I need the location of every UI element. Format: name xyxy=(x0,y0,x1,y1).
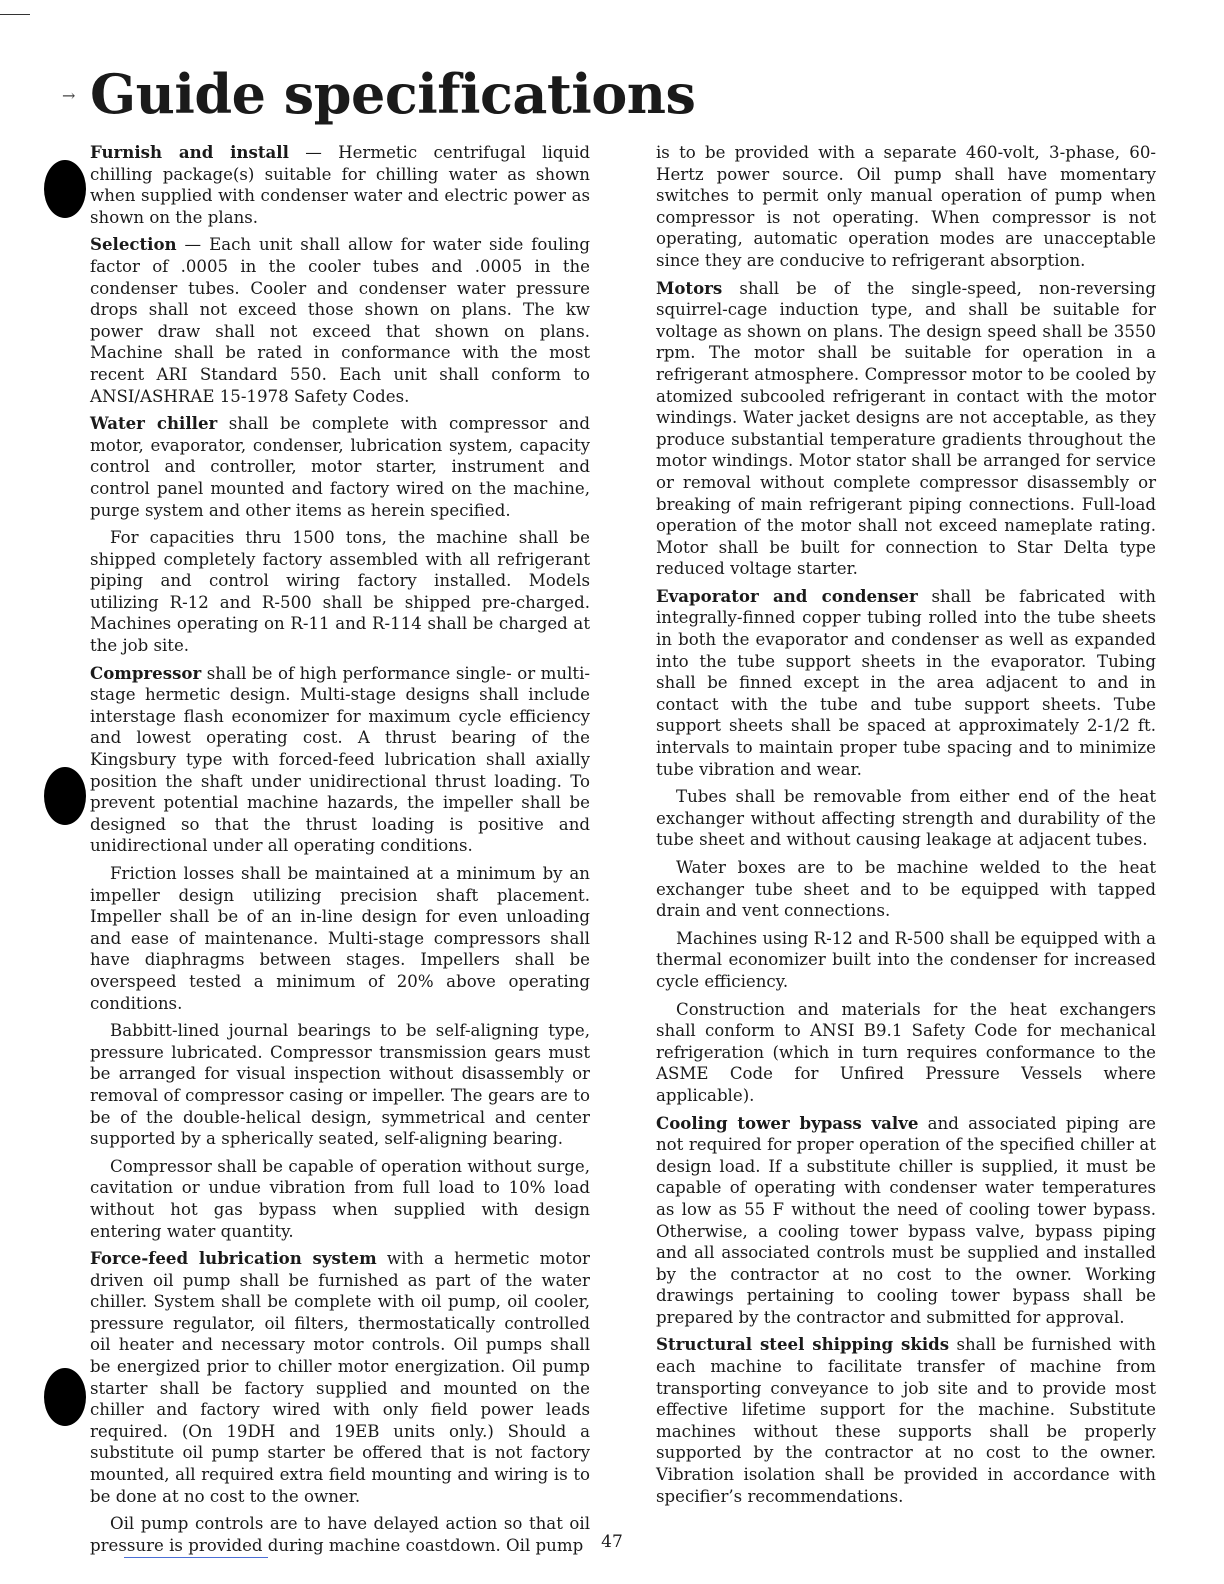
paragraph-text: Friction losses shall be maintained at a minimum by an impeller design utilizing precision shaft placement. Impeller shall be of an in-line design for even unloading and ease of maintenance. Multi-stage compressors shall have diaphragms between stages. Impellers shall be overspeed tested a minimum of 20% above operating conditions. xyxy=(90,864,590,1013)
paragraph-lead: Structural steel shipping skids xyxy=(656,1334,950,1355)
paragraph-lead: Force-feed lubrication system xyxy=(90,1248,377,1269)
paragraph xyxy=(90,234,590,407)
right-column xyxy=(656,142,1156,1513)
arrow-icon: → xyxy=(62,86,76,105)
paragraph-text: Babbitt-lined journal bearings to be self-aligning type, pressure lubricated. Compressor transmission gears must be arranged for visual inspection without disassembly or removal of compressor casing or impeller. The gears are to be of the double-helical design, symmetrical and center supported by a spherically seated, self-aligning bearing. xyxy=(90,1021,590,1149)
paragraph xyxy=(90,413,590,521)
punch-hole-icon xyxy=(44,767,86,825)
paragraph xyxy=(656,786,1156,851)
paragraph-text: Water boxes are to be machine welded to the heat exchanger tube sheet and to be equipped with tapped drain and vent connections. xyxy=(656,858,1156,921)
paragraph-lead: Furnish and install xyxy=(90,142,289,162)
paragraph-lead: Cooling tower bypass valve xyxy=(656,1112,919,1133)
paragraph-text: shall be fabricated with integrally-finned copper tubing rolled into the tube sheets in both the evaporator and condenser as well as expanded into the tube support sheets in the evaporator. Tubing shall be finned except in the area adjacent to and in contact with the tube and tube support sheets. Tube support sheets shall be spaced at approximately 2-1/2 ft. intervals to maintain proper tube spacing and to minimize tube vibration and wear. xyxy=(656,586,1156,779)
paragraph xyxy=(656,1334,1156,1507)
paragraph xyxy=(90,663,590,857)
paragraph xyxy=(90,863,590,1014)
paragraph-text: shall be furnished with each machine to facilitate transfer of machine from transporting conveyance to job site and to provide most effective lifetime support for the machine. Substitute machines without these supports shall be properly supported by the contractor at no cost to the owner. Vibration isolation shall be provided in accordance with specifier’s recommendations. xyxy=(656,1335,1156,1506)
paragraph xyxy=(656,999,1156,1107)
paragraph-text: Construction and materials for the heat exchangers shall conform to ANSI B9.1 Safety Code for mechanical refrigeration (which in turn requires conformance to the ASME Code for Unfired Pressure Vessels where applicable). xyxy=(656,999,1156,1105)
paragraph-lead: Motors xyxy=(656,277,723,298)
punch-hole-icon xyxy=(44,1368,86,1426)
paragraph-text: Oil pump controls are to have delayed action so that oil pressure is provided during machine coastdown. Oil pump xyxy=(90,1514,590,1555)
paragraph xyxy=(90,1020,590,1150)
paragraph xyxy=(90,527,590,657)
paragraph-text: is to be provided with a separate 460-volt, 3-phase, 60-Hertz power source. Oil pump shall have momentary switches to permit only manual operation of pump when compressor is not operating. When compressor is not operating, automatic operation modes are unacceptable since they are conducive to refrigerant absorption. xyxy=(656,143,1156,270)
paragraph-text: — Hermetic centrifugal liquid chilling package(s) suitable for chilling water as shown when supplied with condenser water and electric power as shown on the plans. xyxy=(90,143,591,227)
paragraph xyxy=(656,857,1156,922)
paragraph-text: Machines using R-12 and R-500 shall be equipped with a thermal economizer built into the condenser for increased cycle efficiency. xyxy=(656,928,1156,991)
paragraph-text: Tubes shall be removable from either end of the heat exchanger without affecting strength and durability of the tube sheet and without causing leakage at adjacent tubes. xyxy=(656,787,1156,850)
paragraph-text: — Each unit shall allow for water side fouling factor of .0005 in the cooler tubes and .0005 in the condenser tubes. Cooler and condenser water pressure drops shall not exceed those shown on plans. The kw power draw shall not exceed that shown on plans. Machine shall be rated in conformance with the most recent ARI Standard 550. Each unit shall conform to ANSI/ASHRAE 15-1978 Safety Codes. xyxy=(90,235,590,406)
paragraph-text: Compressor shall be capable of operation without surge, cavitation or undue vibration from full load to 10% load without hot gas bypass when supplied with design entering water quantity. xyxy=(90,1156,590,1241)
paragraph xyxy=(656,586,1156,780)
paragraph-text: shall be of the single-speed, non-reversing squirrel-cage induction type, and shall be suitable for voltage as shown on plans. The design speed shall be 3550 rpm. The motor shall be suitable for operation in a refrigerant atmosphere. Compressor motor to be cooled by atomized subcooled refrigerant in contact with the motor windings. Water jacket designs are not acceptable, as they produce substantial temperature gradients throughout the motor windings. Motor stator shall be arranged for service or removal without complete compressor disassembly or breaking of main refrigerant piping connections. Full-load operation of the motor shall not exceed nameplate rating. Motor shall be built for connection to Star Delta type reduced voltage starter. xyxy=(656,278,1156,579)
paragraph-lead: Water chiller xyxy=(90,413,218,434)
top-rule xyxy=(0,14,30,15)
punch-hole-icon xyxy=(44,160,86,218)
paragraph xyxy=(90,1248,590,1507)
paragraph xyxy=(90,1156,590,1242)
paragraph xyxy=(656,142,1156,272)
page-title: Guide specifications xyxy=(90,62,696,126)
paragraph-text: For capacities thru 1500 tons, the machine shall be shipped completely factory assembled with all refrigerant piping and control wiring factory installed. Models utilizing R-12 and R-500 shall be shipped pre-charged. Machines operating on R-11 and R-114 shall be charged at the job site. xyxy=(90,528,590,656)
paragraph xyxy=(656,278,1156,580)
paragraph-lead: Compressor xyxy=(90,662,202,683)
paragraph-text: with a hermetic motor driven oil pump shall be furnished as part of the water chiller. System shall be complete with oil pump, oil cooler, pressure regulator, oil filters, thermostatically controlled oil heater and necessary motor controls. Oil pumps shall be energized prior to chiller motor energization. Oil pump starter shall be factory supplied and mounted on the chiller and factory wired with only field power leads required. (On 19DH and 19EB units only.) Should a substitute oil pump starter be offered that is not factory mounted, all required extra field mounting and wiring is to be done at no cost to the owner. xyxy=(90,1249,590,1506)
paragraph-text: shall be complete with compressor and motor, evaporator, condenser, lubrication system, capacity control and controller, motor starter, instrument and control panel mounted and factory wired on the machine, purge system and other items as herein specified. xyxy=(90,414,590,520)
page-number: 47 xyxy=(601,1532,623,1552)
paragraph-text: shall be of high performance single- or multi-stage hermetic design. Multi-stage designs shall include interstage flash economizer for maximum cycle efficiency and lowest operating cost. A thrust bearing of the Kingsbury type with forced-feed lubrication shall axially position the shaft under unidirectional thrust loading. To prevent potential machine hazards, the impeller shall be designed so that the thrust loading is positive and unidirectional under all operating conditions. xyxy=(90,663,590,856)
paragraph xyxy=(90,142,590,228)
left-column xyxy=(90,142,590,1562)
paragraph-text: and associated piping are not required for proper operation of the specified chiller at design load. If a substitute chiller is supplied, it must be capable of operating with condenser water temperatures as low as 55 F without the need of cooling tower bypass. Otherwise, a cooling tower bypass valve, bypass piping and all associated controls must be supplied and installed by the contractor at no cost to the owner. Working drawings pertaining to cooling tower bypass shall be prepared by the contractor and submitted for approval. xyxy=(656,1113,1156,1327)
paragraph xyxy=(656,928,1156,993)
paragraph-lead: Evaporator and condenser xyxy=(656,585,918,606)
paragraph xyxy=(656,1113,1156,1329)
paragraph-lead: Selection xyxy=(90,234,177,255)
bottom-rule xyxy=(124,1557,268,1558)
